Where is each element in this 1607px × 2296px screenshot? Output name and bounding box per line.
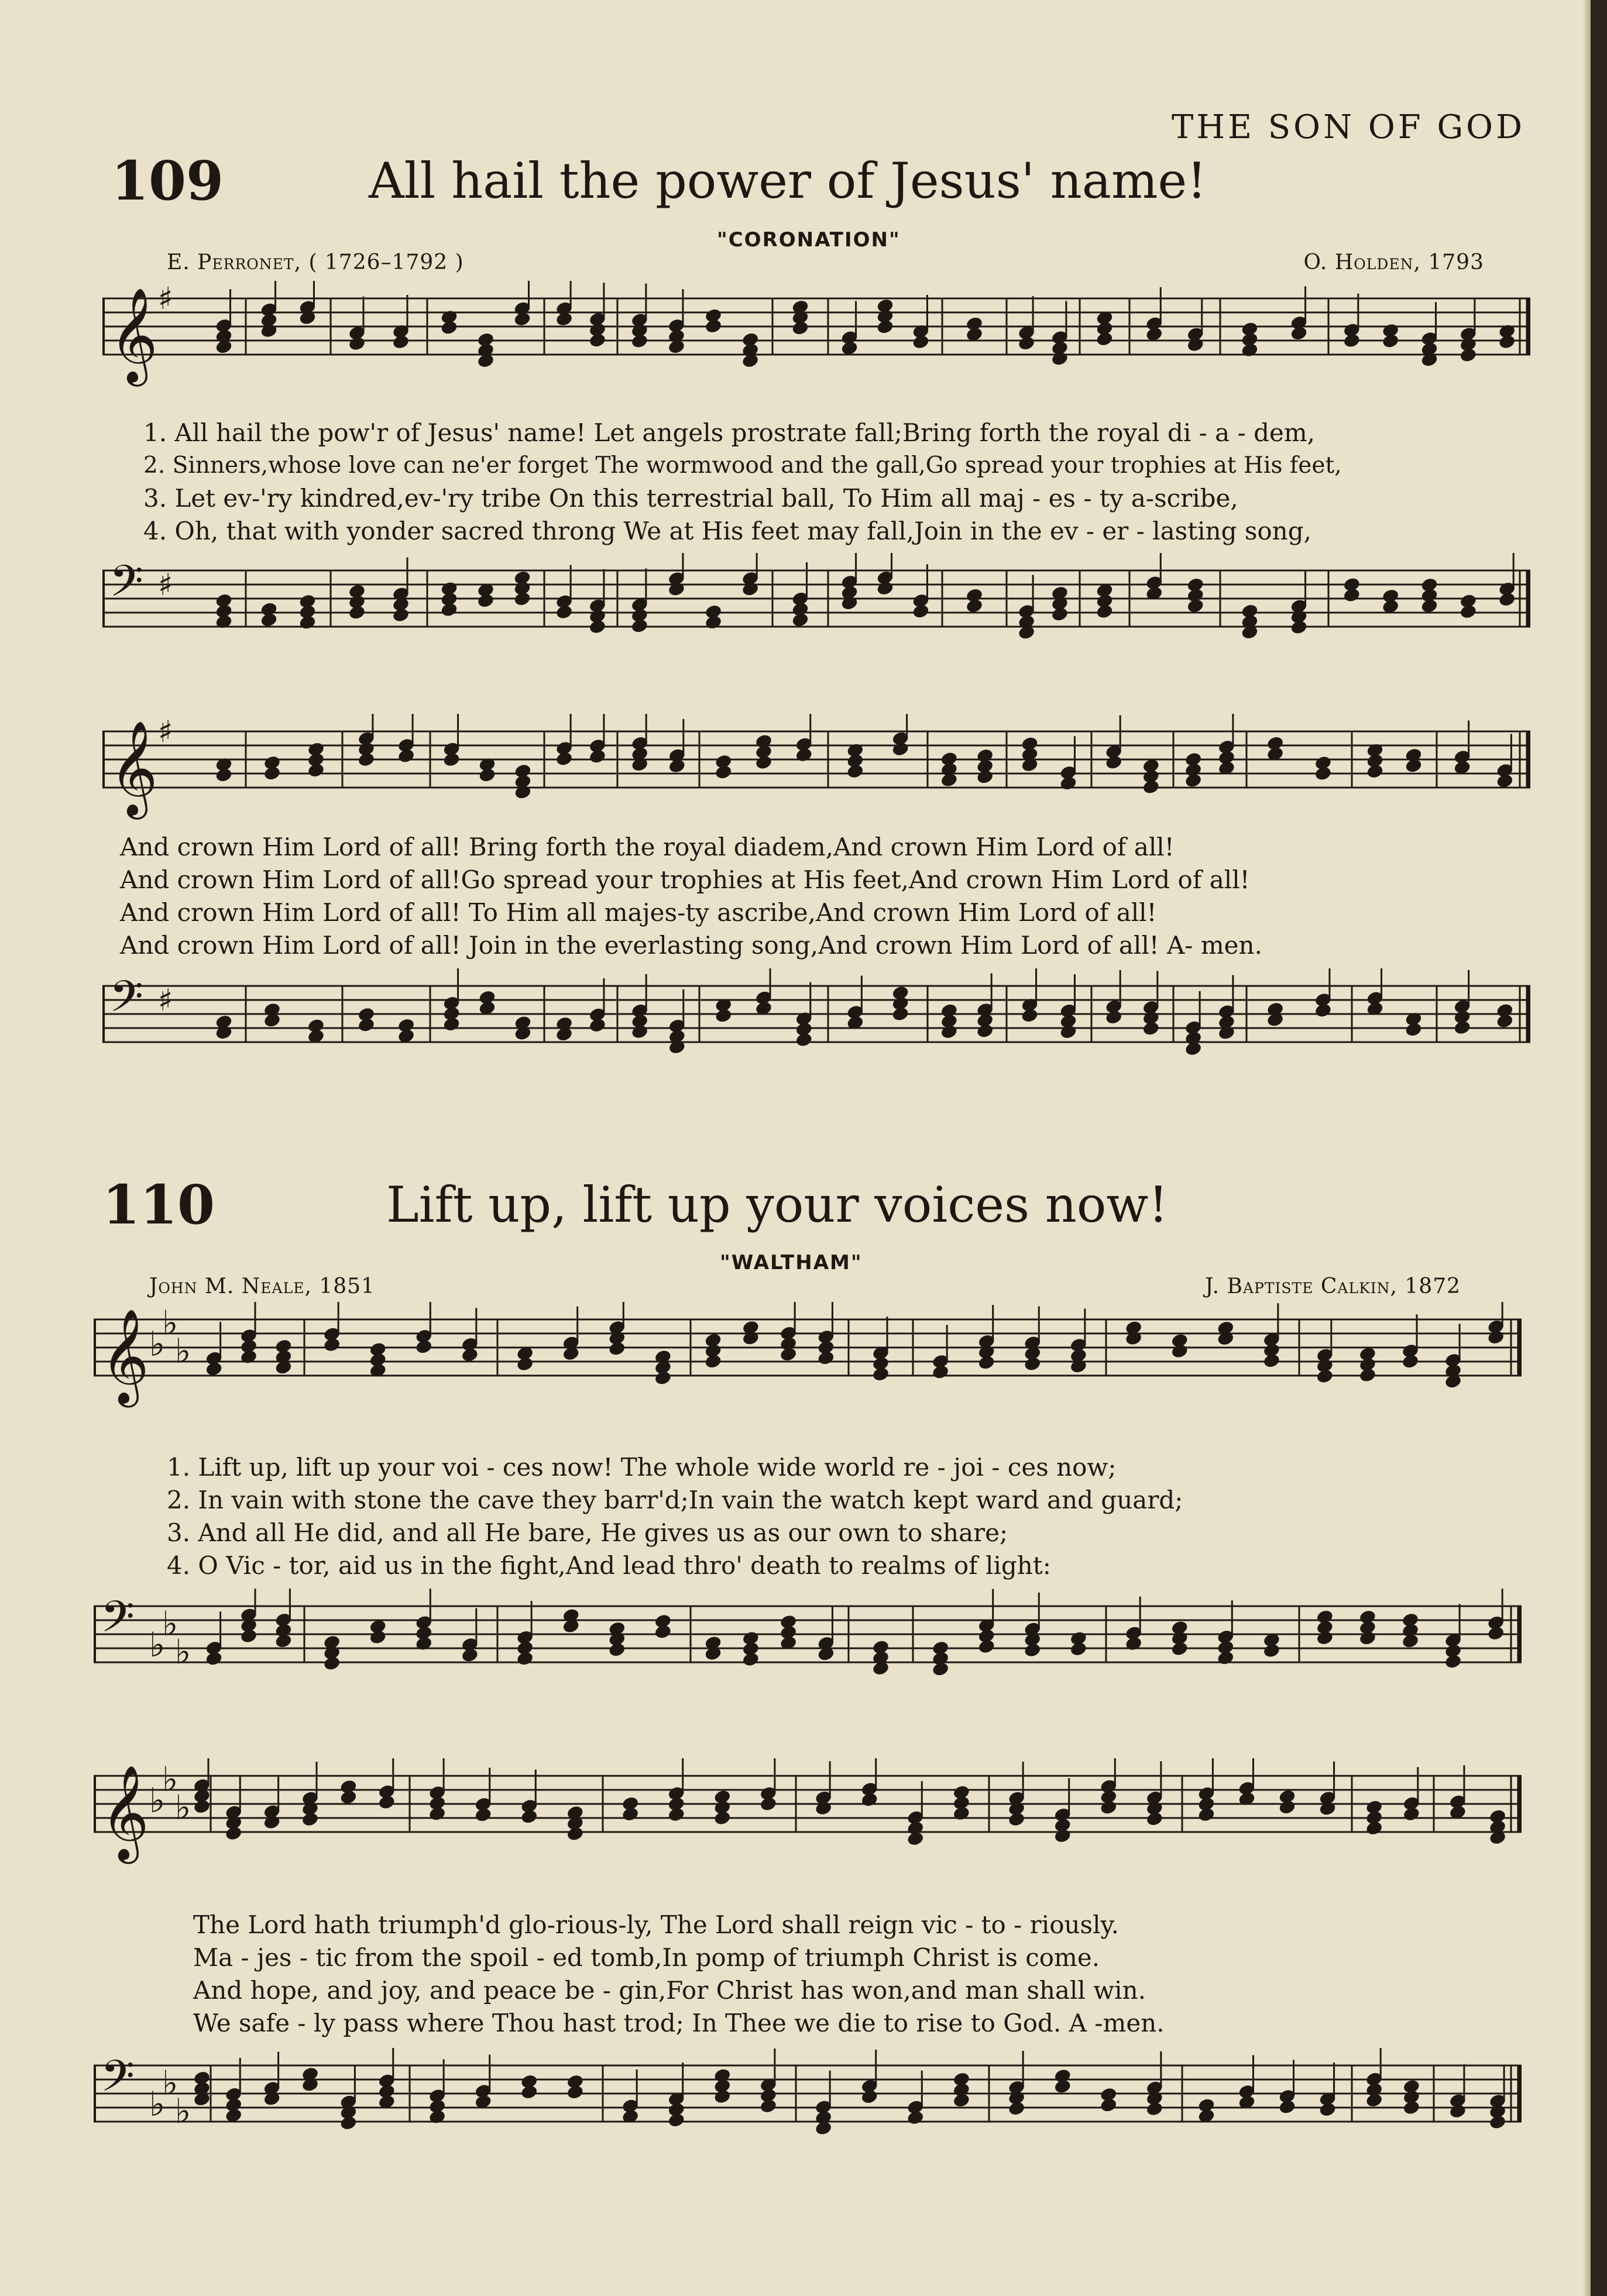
flat-sign: ♭ bbox=[149, 1625, 166, 1665]
notehead bbox=[193, 1799, 211, 1815]
hymn-number: 109 bbox=[111, 149, 224, 212]
notehead bbox=[1050, 606, 1069, 623]
notehead bbox=[514, 784, 532, 800]
notehead bbox=[1342, 332, 1361, 349]
flat-sign: ♭ bbox=[162, 1303, 178, 1343]
notehead bbox=[741, 1651, 760, 1668]
notehead bbox=[301, 1811, 319, 1827]
notehead bbox=[1448, 2103, 1467, 2119]
verse-lines-second-half bbox=[120, 831, 1262, 962]
flat-sign: ♭ bbox=[149, 1324, 166, 1364]
music-staff-bass bbox=[102, 553, 1530, 705]
bass-clef: 𝄢 bbox=[101, 1592, 135, 1653]
notehead bbox=[1278, 1799, 1296, 1816]
notehead bbox=[440, 319, 458, 336]
bass-clef: 𝄢 bbox=[109, 556, 143, 617]
notehead bbox=[440, 602, 458, 618]
notehead bbox=[348, 604, 366, 621]
notehead bbox=[555, 604, 573, 620]
notehead bbox=[912, 334, 930, 350]
music-staff-bass bbox=[102, 968, 1530, 1120]
notehead bbox=[1314, 1002, 1332, 1019]
notehead bbox=[476, 593, 495, 609]
treble-clef: 𝄞 bbox=[109, 287, 158, 383]
verse-line: And crown Him Lord of all! Join in the everlasting song,And crown Him Lord of all! A- men. bbox=[120, 931, 1262, 960]
hymn-title: Lift up, lift up your voices now! bbox=[386, 1176, 1169, 1233]
notehead bbox=[397, 748, 415, 764]
notehead bbox=[588, 1017, 606, 1033]
notehead bbox=[1008, 2101, 1026, 2117]
notehead bbox=[1053, 1828, 1072, 1844]
notehead bbox=[1290, 325, 1308, 342]
notehead bbox=[588, 332, 606, 349]
notehead bbox=[630, 333, 648, 349]
notehead bbox=[369, 1629, 387, 1645]
notehead bbox=[667, 1806, 685, 1823]
notehead bbox=[621, 1806, 640, 1823]
notehead bbox=[891, 741, 909, 757]
flat-sign: ♭ bbox=[162, 1759, 178, 1799]
treble-clef: 𝄞 bbox=[101, 1308, 149, 1404]
notehead bbox=[1059, 1024, 1077, 1040]
notehead bbox=[860, 1792, 878, 1808]
notehead bbox=[263, 1814, 281, 1830]
notehead bbox=[780, 1346, 798, 1363]
music-staff-bass bbox=[94, 2048, 1522, 2200]
notehead bbox=[1382, 333, 1400, 349]
notehead bbox=[298, 614, 317, 631]
words-credit: E. Perronet, ( 1726–1792 ) bbox=[167, 250, 464, 274]
music-staff-treble bbox=[102, 281, 1530, 433]
notehead bbox=[1420, 598, 1438, 614]
notehead bbox=[713, 1810, 732, 1826]
notehead bbox=[1125, 1635, 1143, 1652]
notehead bbox=[588, 748, 606, 765]
notehead bbox=[795, 1032, 813, 1048]
notehead bbox=[1498, 334, 1516, 350]
flat-sign: ♭ bbox=[149, 2084, 166, 2124]
hymn-number: 110 bbox=[102, 1173, 215, 1236]
notehead bbox=[713, 2088, 732, 2105]
notehead bbox=[1365, 2092, 1383, 2109]
verse-lines-first-half bbox=[167, 1451, 1183, 1582]
notehead bbox=[846, 763, 864, 779]
notehead bbox=[977, 1638, 995, 1655]
notehead bbox=[1059, 775, 1077, 792]
words-credit: John M. Neale, 1851 bbox=[149, 1274, 375, 1298]
bass-clef: 𝄢 bbox=[109, 971, 143, 1033]
verse-line: 3. And all He did, and all He bare, He gives us as our own to share; bbox=[167, 1518, 1008, 1547]
notehead bbox=[759, 2098, 777, 2115]
verse-line: Ma - jes - tic from the spoil - ed tomb,In pomp of triumph Christ is come. bbox=[193, 1943, 1100, 1972]
notehead bbox=[225, 1825, 243, 1841]
notehead bbox=[630, 618, 648, 634]
notehead bbox=[415, 1339, 433, 1355]
sharp-sign: ♯ bbox=[158, 714, 173, 750]
tune-name: "WALTHAM" bbox=[720, 1251, 863, 1274]
notehead bbox=[940, 1023, 958, 1040]
verse-line: We safe - ly pass where Thou hast trod; In Thee we die to rise to God. A -men. bbox=[193, 2009, 1165, 2037]
tune-name: "CORONATION" bbox=[717, 228, 901, 252]
notehead bbox=[566, 1826, 584, 1842]
notehead bbox=[1498, 592, 1516, 608]
notehead bbox=[1053, 2078, 1072, 2095]
notehead bbox=[667, 2112, 685, 2129]
music-credit: J. Baptiste Calkin, 1872 bbox=[1204, 1274, 1461, 1298]
verse-line: And hope, and joy, and peace be - gin,For Christ has won,and man shall win. bbox=[193, 1976, 1146, 2005]
verse-line: 3. Let ev-'ry kindred,ev-'ry tribe On this terrestrial ball, To Him all maj - es - ty a-scribe, bbox=[143, 484, 1238, 513]
notehead bbox=[1050, 350, 1069, 367]
notehead bbox=[1318, 2101, 1337, 2118]
notehead bbox=[1170, 1343, 1189, 1359]
notehead bbox=[1459, 347, 1477, 363]
notehead bbox=[1145, 2101, 1163, 2117]
notehead bbox=[876, 319, 894, 335]
notehead bbox=[1217, 1650, 1235, 1666]
notehead bbox=[906, 2109, 925, 2126]
music-staff-bass bbox=[94, 1589, 1522, 1741]
notehead bbox=[1401, 1633, 1419, 1649]
notehead bbox=[1405, 1022, 1423, 1038]
notehead bbox=[1366, 763, 1384, 779]
notehead bbox=[428, 2109, 447, 2125]
notehead bbox=[952, 2092, 970, 2109]
notehead bbox=[520, 1809, 538, 1825]
notehead bbox=[667, 581, 685, 597]
notehead bbox=[1496, 1013, 1514, 1029]
notehead bbox=[1358, 1630, 1376, 1647]
music-staff-treble bbox=[94, 1758, 1522, 1899]
music-credit: O. Holden, 1793 bbox=[1303, 250, 1484, 274]
notehead bbox=[876, 580, 894, 597]
notehead bbox=[461, 1647, 479, 1663]
notehead bbox=[1316, 1368, 1334, 1384]
verse-line: The Lord hath triumph'd glo-rious-ly, The Lord shall reign vic - to - riously. bbox=[193, 1910, 1120, 1939]
notehead bbox=[442, 751, 461, 768]
notehead bbox=[474, 1807, 492, 1823]
notehead bbox=[741, 1330, 760, 1346]
notehead bbox=[1459, 603, 1477, 620]
notehead bbox=[1487, 1329, 1505, 1346]
notehead bbox=[1314, 765, 1332, 782]
verse-line: And crown Him Lord of all!Go spread your trophies at His feet,And crown Him Lord of all! bbox=[120, 865, 1250, 894]
notehead bbox=[791, 612, 809, 628]
notehead bbox=[1021, 1008, 1039, 1024]
notehead bbox=[1184, 1040, 1202, 1057]
hymn-title: All hail the power of Jesus' name! bbox=[369, 152, 1207, 209]
notehead bbox=[357, 1017, 375, 1033]
notehead bbox=[516, 1356, 534, 1372]
notehead bbox=[977, 1355, 995, 1371]
notehead bbox=[348, 335, 366, 352]
verse-lines-first-half bbox=[143, 417, 1342, 548]
notehead bbox=[428, 1806, 447, 1822]
notehead bbox=[555, 311, 573, 328]
notehead bbox=[976, 769, 994, 785]
notehead bbox=[704, 318, 722, 335]
flat-sign: ♭ bbox=[175, 1788, 191, 1827]
notehead bbox=[1401, 1353, 1419, 1370]
notehead bbox=[339, 1789, 358, 1806]
notehead bbox=[1358, 1367, 1376, 1383]
notehead bbox=[1316, 1630, 1334, 1646]
notehead bbox=[1262, 1642, 1280, 1659]
notehead bbox=[965, 598, 983, 614]
notehead bbox=[392, 334, 410, 350]
notehead bbox=[815, 1800, 833, 1817]
notehead bbox=[1241, 342, 1259, 358]
notehead bbox=[205, 1651, 223, 1667]
notehead bbox=[1142, 779, 1160, 795]
notehead bbox=[932, 1364, 950, 1380]
sharp-sign: ♯ bbox=[158, 568, 173, 603]
notehead bbox=[1453, 1019, 1471, 1036]
notehead bbox=[906, 1831, 925, 1847]
notehead bbox=[891, 1006, 909, 1022]
notehead bbox=[1024, 1642, 1042, 1658]
notehead bbox=[478, 767, 496, 783]
flat-sign: ♭ bbox=[175, 2091, 191, 2131]
notehead bbox=[339, 2115, 358, 2131]
notehead bbox=[1496, 773, 1514, 789]
notehead bbox=[323, 1655, 341, 1672]
flat-sign: ♭ bbox=[149, 1781, 166, 1820]
verse-lines-second-half bbox=[193, 1909, 1165, 2040]
notehead bbox=[1096, 603, 1114, 620]
notehead bbox=[392, 607, 410, 623]
notehead bbox=[631, 1023, 649, 1040]
notehead bbox=[1217, 1025, 1235, 1041]
treble-clef: 𝄞 bbox=[109, 720, 158, 816]
notehead bbox=[1184, 772, 1202, 789]
sharp-sign: ♯ bbox=[158, 983, 173, 1018]
notehead bbox=[715, 1008, 733, 1024]
notehead bbox=[871, 1366, 890, 1383]
notehead bbox=[274, 1633, 293, 1649]
notehead bbox=[791, 320, 809, 336]
notehead bbox=[759, 1796, 777, 1812]
notehead bbox=[1186, 336, 1204, 353]
notehead bbox=[1100, 1799, 1118, 1816]
notehead bbox=[260, 322, 278, 339]
notehead bbox=[741, 581, 760, 597]
notehead bbox=[1402, 2099, 1420, 2116]
notehead bbox=[754, 754, 772, 771]
notehead bbox=[1290, 619, 1308, 635]
notehead bbox=[654, 1624, 672, 1640]
notehead bbox=[442, 1016, 461, 1033]
notehead bbox=[215, 1025, 233, 1041]
notehead bbox=[1142, 1020, 1160, 1037]
flat-sign: ♭ bbox=[175, 1331, 191, 1371]
notehead bbox=[1278, 2099, 1296, 2115]
notehead bbox=[704, 1353, 722, 1370]
verse-line: And crown Him Lord of all! Bring forth the royal diadem,And crown Him Lord of all! bbox=[120, 833, 1175, 861]
verse-line: 4. O Vic - tor, aid us in the fight,And lead thro' death to realms of light: bbox=[167, 1551, 1051, 1580]
notehead bbox=[952, 1805, 970, 1821]
notehead bbox=[654, 1370, 672, 1386]
notehead bbox=[715, 764, 733, 781]
notehead bbox=[608, 1341, 626, 1357]
verse-line: 2. Sinners,whose love can ne'er forget The wormwood and the gall,Go spread your trophies at His feet, bbox=[143, 452, 1342, 479]
notehead bbox=[513, 311, 531, 327]
notehead bbox=[1402, 1806, 1420, 1822]
notehead bbox=[1105, 1009, 1123, 1026]
notehead bbox=[1342, 587, 1361, 603]
notehead bbox=[1186, 598, 1204, 614]
notehead bbox=[1170, 1641, 1189, 1657]
notehead bbox=[357, 751, 375, 768]
flat-sign: ♭ bbox=[162, 2063, 178, 2103]
notehead bbox=[1069, 1358, 1087, 1374]
notehead bbox=[817, 1350, 835, 1366]
notehead bbox=[307, 762, 325, 779]
notehead bbox=[976, 1023, 994, 1039]
notehead bbox=[1145, 1811, 1163, 1827]
notehead bbox=[205, 1361, 223, 1377]
flat-sign: ♭ bbox=[175, 1632, 191, 1672]
verse-line: 1. All hail the pow'r of Jesus' name! Let angels prostrate fall;Bring forth the royal di - a - dem, bbox=[143, 418, 1316, 447]
notehead bbox=[1105, 754, 1123, 771]
page-edge-shadow bbox=[1582, 0, 1591, 2296]
notehead bbox=[912, 603, 930, 620]
notehead bbox=[239, 1628, 257, 1644]
notehead bbox=[1487, 1625, 1505, 1642]
notehead bbox=[840, 595, 859, 611]
music-staff-treble bbox=[94, 1302, 1522, 1454]
verse-line: And crown Him Lord of all! To Him all majes-ty ascribe,And crown Him Lord of all! bbox=[120, 898, 1157, 927]
notehead bbox=[215, 767, 233, 783]
notehead bbox=[239, 1349, 257, 1365]
bass-clef: 𝄢 bbox=[101, 2051, 135, 2112]
notehead bbox=[1069, 1641, 1087, 1657]
notehead bbox=[1365, 1820, 1383, 1837]
notehead bbox=[461, 1347, 479, 1363]
notehead bbox=[1100, 2097, 1118, 2113]
notehead bbox=[704, 614, 722, 631]
notehead bbox=[1197, 1807, 1215, 1823]
notehead bbox=[323, 1336, 341, 1353]
notehead bbox=[555, 751, 573, 767]
notehead bbox=[566, 2084, 584, 2101]
notehead bbox=[377, 1794, 396, 1810]
verse-line: 1. Lift up, lift up your voi - ces now! The whole wide world re - joi - ces now; bbox=[167, 1453, 1117, 1482]
notehead bbox=[1096, 331, 1114, 348]
notehead bbox=[513, 591, 531, 607]
notehead bbox=[1262, 1353, 1280, 1369]
notehead bbox=[1024, 1356, 1042, 1372]
notehead bbox=[520, 2084, 538, 2101]
notehead bbox=[795, 747, 813, 763]
section-header: THE SON OF GOD bbox=[1171, 108, 1525, 146]
notehead bbox=[1017, 335, 1035, 352]
page-edge bbox=[1591, 0, 1607, 2296]
notehead bbox=[860, 2089, 878, 2105]
notehead bbox=[608, 1642, 626, 1658]
notehead bbox=[263, 765, 281, 782]
notehead bbox=[260, 612, 278, 628]
sharp-sign: ♯ bbox=[158, 281, 173, 317]
notehead bbox=[932, 1661, 950, 1678]
notehead bbox=[1444, 1654, 1462, 1670]
notehead bbox=[516, 1651, 534, 1667]
verse-line: 4. Oh, that with yonder sacred throng We at His feet may fall,Join in the ev - er - lasting song, bbox=[143, 517, 1311, 545]
treble-clef: 𝄞 bbox=[101, 1765, 149, 1860]
flat-sign: ♭ bbox=[162, 1604, 178, 1644]
notehead bbox=[1488, 2114, 1506, 2130]
verse-line: 2. In vain with stone the cave they barr'd;In vain the watch kept ward and guard; bbox=[167, 1486, 1183, 1514]
notehead bbox=[588, 618, 606, 635]
notehead bbox=[1008, 1811, 1026, 1827]
notehead bbox=[1318, 1800, 1337, 1817]
notehead bbox=[415, 1635, 433, 1652]
